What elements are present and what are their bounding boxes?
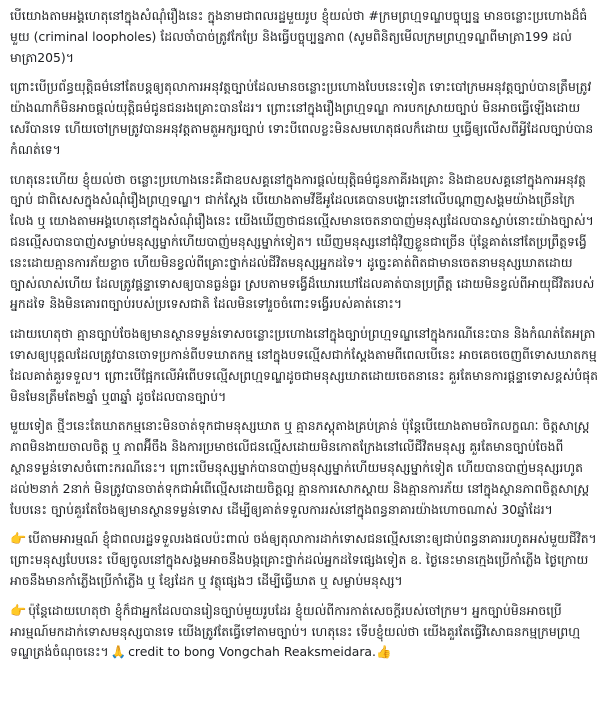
- paragraph-conclusion: [10, 601, 598, 663]
- paragraph-intro-text: បើយោងតាមអង្គហេតុនៅក្នុងសំណុំរឿងនេះ ក្នុងនាមជាពលរដ្ឋមួយរូប ខ្ញុំយល់ថា #ក្រមព្រហ្មទណ្ឌបច្ចុប្បន្ន មានចន្លោះប្រហោងដ៏ធំមួយ (criminal loopholes) ដែលចាំបាច់ត្រូវកែប្រែ និងធ្វើបច្ចុប្បន្នភាព (សូមពិនិត្យមើលក្រមព្រហ្មទណ្ឌពីមាត្រា199 ដល់មាត្រា205)។: [10, 8, 588, 65]
- paragraph-no-aggravating-law: [10, 324, 598, 407]
- paragraph-loophole-obstacle: [10, 170, 598, 316]
- pointing-hand-icon: 👉: [10, 532, 27, 548]
- pointing-hand-icon: 👉: [10, 603, 27, 619]
- credit-text: credit to bong Vongchah Reaksmeidara.: [128, 644, 376, 660]
- paragraph-feelings: [10, 529, 598, 591]
- paragraph-feelings-text: បើតាមអារម្មណ៍ ខ្ញុំជាពលរដ្ឋទទួលរងផលប៉ះពាល់ ចង់ឲ្យតុលាការដាក់ទោសជនល្មើសនោះឲ្យជាប់ពន្ធនាគាររហូតអស់មួយជីវិត។ ព្រោះមនុស្សបែបនេះ បើឲ្យចូលនៅក្នុងសង្គមអាចនឹងបង្កគ្រោះថ្នាក់ដល់អ្នកដទៃផ្សេងទៀត ឧ. ថ្ងៃនេះមានក្មេងប្រើកាំភ្លើង ថ្ងៃក្រោយអាចនឹងមានកាំភ្លើងប្រើកាំភ្លើង ឬ ខ្សែដែក ឬ វត្ថុផ្សេងៗ ដើម្បីធ្វើឃាត ឬ សម្លាប់មនុស្ស។: [10, 531, 597, 588]
- paragraph-loophole-obstacle-text: ហេតុនេះហើយ ខ្ញុំយល់ថា ចន្លោះប្រហោងនេះគឺជាឧបសគ្គនៅក្នុងការផ្តល់យុត្តិធម៌ជូនភាគីរងគ្រោះ និងជាឧបសគ្គនៅក្នុងការអនុវត្តច្បាប់ ជាពិសេសក្នុងសំណុំរឿងព្រហ្មទណ្ឌ។ ជាក់ស្តែង បើយោងតាមវីឌីអូដែលគេបានបង្ហោះនៅលើបណ្តាញសង្គមយ៉ាងច្រើនក្រៃលែង ឬ យោងតាមអង្គហេតុនៅក្នុងសំណុំរឿងនេះ យើងឃើញថាជនល្មើសមានចេតនាបាញ់មនុស្សដែលបានស្លាប់នោះយ៉ាងច្បាស់។ ជនល្មើសបានបាញ់សម្លាប់មនុស្សម្នាក់ហើយបាញ់មនុស្សម្នាក់ទៀត។ ឃើញមនុស្សនៅជុំវិញខ្លួនជាច្រើន ប៉ុន្តែគាត់នៅតែប្រព្រឹត្តទង្វើនេះដោយគ្មានការភ័យខ្លាច ហើយមិនខ្វល់ពីគ្រោះថ្នាក់ដល់ជីវិតមនុស្សអ្នកដទៃ។ ដូច្នេះគាត់ពិតជាមានចេតនាមនុស្សឃាតដោយច្បាស់លាស់ហើយ ដែលត្រូវផ្តន្ទាទោសឲ្យបានធ្ងន់ធ្ងរ ស្របតាមទង្វើដ៏ឃោរឃៅដែលគាត់បានប្រព្រឹត្ត ដោយមិនខ្វល់ពីអាយុជីវិតរបស់អ្នកដទៃ និងមិនគោរពច្បាប់របស់ប្រទេសជាតិ ដែលមិនទៅរួចចំពោះទង្វើរបស់គាត់នោះ។: [10, 171, 595, 312]
- paragraph-psychology-text: មួយទៀត ថ្មីៗនេះតែឃាតកម្មនោះមិនចាត់ទុកជាមនុស្សឃាត ឬ គ្មានភស្តុតាងគ្រប់គ្រាន់ ប៉ុន្តែបើយោងតាមចរិកលក្ខណៈ ចិត្តសាស្ត្រ ភាពមិនងាយចាលចិត្ត ឬ ភាពអ៊ីចឹង និងការប្រមាថលើជនល្មើសដោយមិនកោតក្រែងនៅលើជីវិតមនុស្ស គួរតែមានច្បាប់ចែងពីស្ថានទម្ងន់ទោសចំពោះករណីនេះ។ ព្រោះបើមនុស្សម្នាក់បានបាញ់មនុស្សម្នាក់ហើយមនុស្សម្នាក់ទៀត ហើយបានបាញ់មនុស្សរហូតដល់២នាក់ 2នាក់ មិនត្រូវបានចាត់ទុកជាអំពើល្មើសដោយចិត្តល្អ គ្មានការសោកស្តាយ និងគ្មានការភ័យ នៅក្នុងស្ថានភាពចិត្តសាស្ត្របែបនេះ ច្បាប់គួរតែចែងឲ្យមានស្ថានទម្ងន់ទោស ដើម្បីឲ្យគាត់ទទួលការរស់នៅក្នុងពន្ធនាគារយ៉ាងហោចណាស់ 30ឆ្នាំដែរ។: [10, 418, 590, 517]
- paragraph-no-aggravating-law-text: ដោយហេតុថា គ្មានច្បាប់ចែងឲ្យមានស្ថានទម្ងន់ទោសចន្លោះប្រហោងនៅក្នុងច្បាប់ព្រហ្មទណ្ឌនៅក្នុងករណីនេះបាន និងកំណត់តែអត្រាទោសឲ្យបុគ្គលដែលត្រូវបានចោទប្រកាន់ពីបទឃាតកម្ម នៅក្នុងបទល្មើសជាក់ស្តែងតាមពីពេលបើនេះ អាចគេចចេញពីទោសឃាតកម្មដែលគាត់គួរទទួល។ ព្រោះបើផ្អែកលើអំពើបទល្មើសព្រហ្មទណ្ឌដូចជាមនុស្សឃាតដោយចេតនានេះ គួរតែមានការផ្តន្ទាទោសខ្ពស់បំផុត មិនមែនត្រឹមតែ២ឆ្នាំ ឬ៣ឆ្នាំ ដូចដែលបានច្បាប់។: [10, 326, 598, 404]
- paragraph-intro: [10, 6, 598, 68]
- praying-hands-icon: 🙏: [110, 644, 127, 660]
- paragraph-justice-system-text: ព្រោះបើប្រព័ន្ធយុត្តិធម៌នៅតែបន្តឲ្យតុលាការអនុវត្តច្បាប់ដែលមានចន្លោះប្រហោងបែបនេះទៀត ទោះបៅក្រមអនុវត្តច្បាប់បានត្រឹមត្រូវយ៉ាងណាក៏មិនអាចផ្តល់យុត្តិធម៌ជូនជនរងគ្រោះបានដែរ។ ព្រោះនៅក្នុងរឿងព្រហ្មទណ្ឌ ការបកស្រាយច្បាប់ មិនអាចធ្វើឡើងដោយសេរីបានទេ ហើយចៅក្រមត្រូវបានអនុវត្តតាមតួអក្សរច្បាប់ ទោះបីពេលខ្លះមិនសមហេតុផលក៏ដោយ ឬធ្វើឲ្យលើសពីអ្វីដែលច្បាប់បានកំណត់ទេ។: [10, 79, 594, 157]
- thumbs-up-icon: 👍: [375, 644, 392, 660]
- paragraph-psychology: [10, 416, 598, 520]
- paragraph-conclusion-text: ប៉ុន្តែដោយហេតុថា ខ្ញុំក៏ជាអ្នកដែលបានរៀនច្បាប់មួយរូបដែរ ខ្ញុំយល់ពីការកាត់សេចក្តីរបស់ចៅក្រម។ អ្នកច្បាប់មិនអាចប្រើអារម្មណ៍មកដាក់ទោសមនុស្សបានទេ យើងត្រូវតែធ្វើទៅតាមច្បាប់។ ហេតុនេះ ទើបខ្ញុំយល់ថា យើងគួរតែធ្វើវិសោធនកម្មក្រមព្រហ្មទណ្ឌត្រង់ចំណុចនេះ។: [10, 602, 581, 660]
- paragraph-justice-system: [10, 77, 598, 160]
